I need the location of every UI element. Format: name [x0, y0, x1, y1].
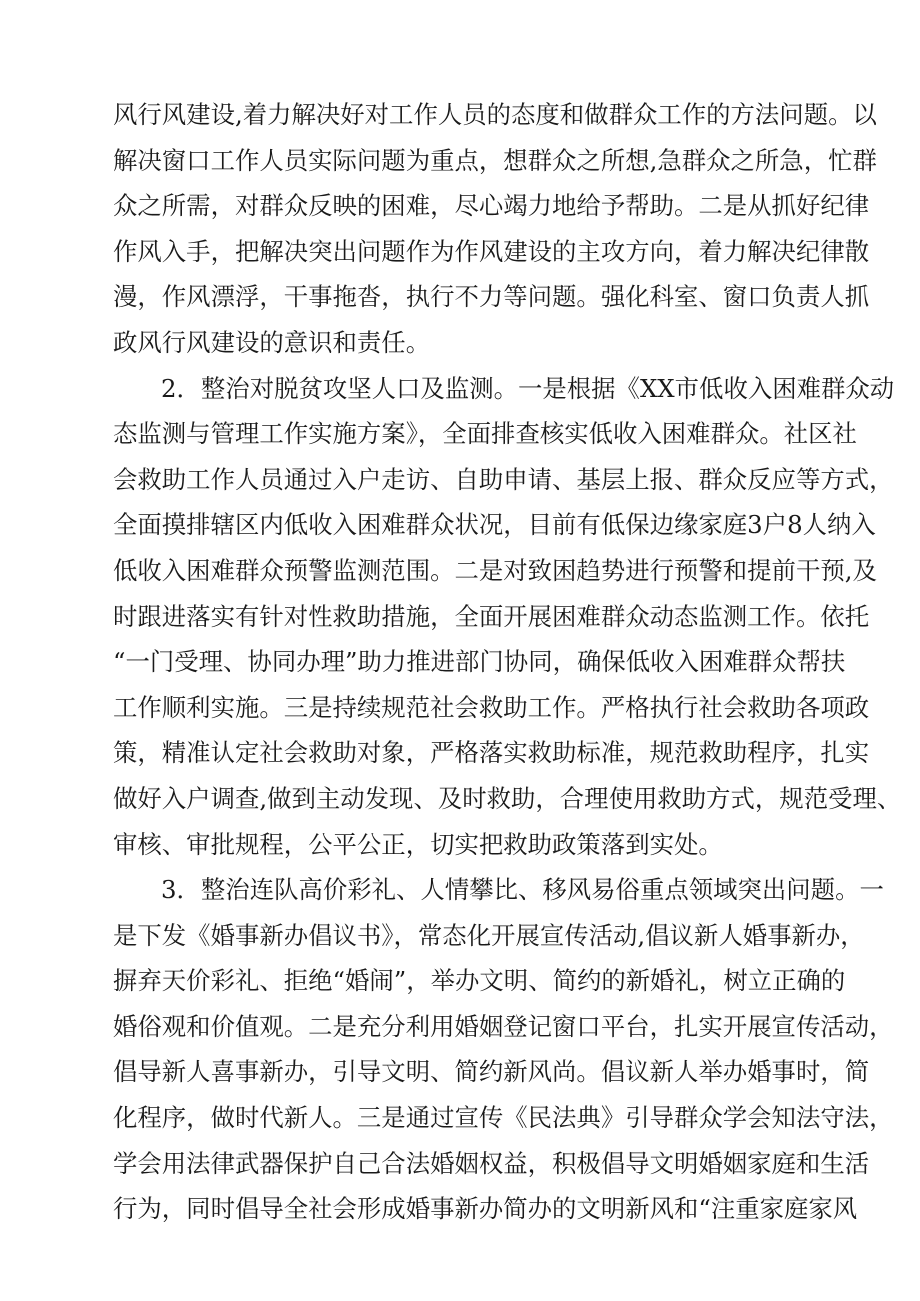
text-line: 2．整治对脱贫攻坚人口及监测。一是根据《XX市低收入困难群众动 [161, 373, 895, 403]
text-line: 做好入户调查,做到主动发现、及时救助，合理使用救助方式，规范受理、 [113, 783, 902, 813]
text-line: 风行风建设,着力解决好对工作人员的态度和做群众工作的方法问题。以 [113, 100, 877, 129]
paragraph-continuation [113, 92, 877, 366]
text-line: 工作顺利实施。三是持续规范社会救助工作。严格执行社会救助各项政 [113, 692, 870, 722]
text-line: 众之所需，对群众反映的困难，尽心竭力地给予帮助。二是从抓好纪律 [113, 191, 870, 221]
text-line: 低收入困难群众预警监测范围。二是对致困趋势进行预警和提前干预,及 [113, 555, 877, 585]
paragraph-item-3 [113, 867, 894, 1232]
text-line: 倡导新人喜事新办，引导文明、简约新风尚。倡议新人举办婚事时，简 [113, 1057, 870, 1087]
text-line: 婚俗观和价值观。二是充分利用婚姻登记窗口平台，扎实开展宣传活动， [113, 1011, 894, 1041]
text-line: 时跟进落实有针对性救助措施，全面开展困难群众动态监测工作。依托 [113, 601, 870, 631]
text-line: 解决窗口工作人员实际问题为重点，想群众之所想,急群众之所急，忙群 [113, 145, 877, 175]
text-line: 策，精准认定社会救助对象，严格落实救助标准，规范救助程序，扎实 [113, 738, 870, 768]
text-line: 3．整治连队高价彩礼、人情攀比、移风易俗重点领域突出问题。一 [161, 875, 884, 905]
text-line: 全面摸排辖区内低收入困难群众状况，目前有低保边缘家庭3户8人纳入 [113, 510, 876, 540]
text-line: 审核、审批规程，公平公正，切实把救助政策落到实处。 [113, 829, 723, 859]
text-line: 学会用法律武器保护自己合法婚姻权益，积极倡导文明婚姻家庭和生活 [113, 1148, 870, 1178]
paragraph-item-2 [113, 366, 902, 868]
text-line: “一门受理、协同办理”助力推进部门协同，确保低收入困难群众帮扶 [113, 647, 846, 677]
text-line: 政风行风建设的意识和责任。 [113, 327, 431, 357]
text-line: 摒弃天价彩礼、拒绝“婚闹”，举办文明、简约的新婚礼，树立正确的 [113, 966, 846, 996]
text-line: 作风入手，把解决突出问题作为作风建设的主攻方向，着力解决纪律散 [113, 236, 870, 266]
text-line: 态监测与管理工作实施方案》，全面排查核实低收入困难群众。社区社 [113, 419, 857, 449]
text-line: 漫，作风漂浮，干事拖沓，执行不力等问题。强化科室、窗口负责人抓 [113, 282, 870, 312]
text-line: 是下发《婚事新办倡议书》，常态化开展宣传活动,倡议新人婚事新办， [113, 920, 865, 950]
document-page [113, 92, 902, 1232]
text-line: 行为，同时倡导全社会形成婚事新办简办的文明新风和“注重家庭家风 [113, 1194, 858, 1224]
text-line: 会救助工作人员通过入户走访、自助申请、基层上报、群众反应等方式， [113, 464, 894, 494]
text-line: 化程序，做时代新人。三是通过宣传《民法典》引导群众学会知法守法， [113, 1103, 894, 1133]
